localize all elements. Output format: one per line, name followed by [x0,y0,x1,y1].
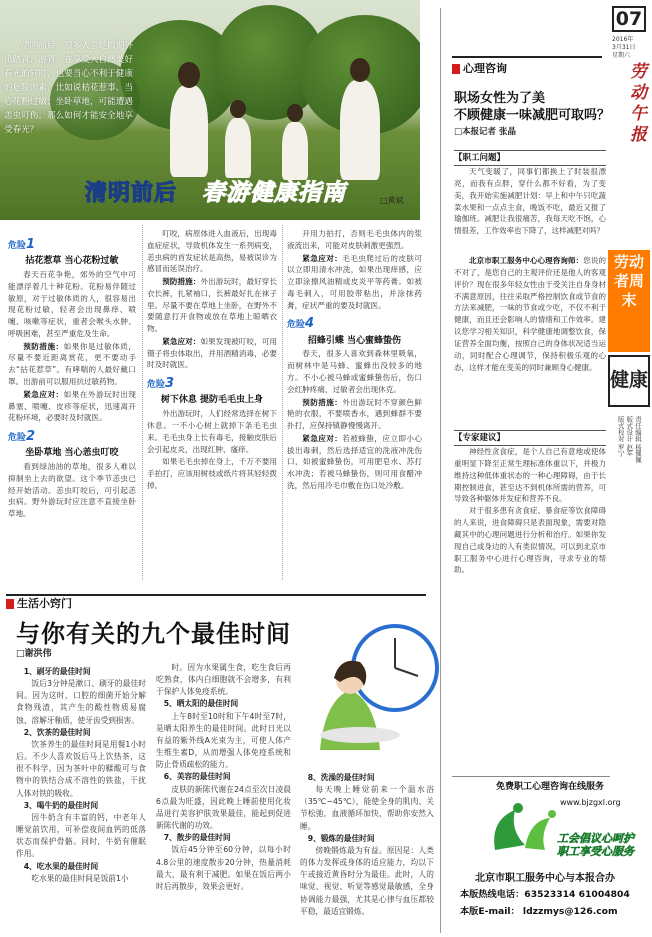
tip-text: 饭后45分钟至60分钟，以每小时4.8公里的速度散步20分钟，热量消耗最大，最有利于减肥。如果在饭后两小时后再散步，效果会更好。 [156,845,291,891]
tip-text: 时。因为水果属生食，吃生食后再吃熟食，体内白细胞就不会增多，有利于保护人体免疫系统。 [156,663,291,697]
danger-1-subtitle: 拈花惹草 当心花粉过敏 [25,256,119,267]
banner-title-b: 春游健康指南 [202,180,346,206]
tip-text: 饮茶养生的最佳时间是用餐1小时后。不少人喜欢饭后马上饮热茶，这很不科学。因为茶叶中的鞣酸可与食物中的铁结合成不溶性的铁盐，干扰人体对铁的吸收。 [16,739,146,798]
danger-2-subtitle: 坐卧草地 当心恙虫叮咬 [25,448,119,459]
answer-text: 北京市职工服务中心心理咨询师：您说的不对了，是您自己的主观评价还是他人的客观评价？现在很多年轻女性由于受关注自身身材不满意原因，往往采取严格控制饮食或节食的方法来减肥，一味的节食或少吃，不仅不利于健康，而且还会影响人的情绪和工作效率。建议您学习相关知识，科学健康地调整饮食，保证营养全面均衡，按照自己的身体状况适当运动，同时配合心理调节，保持积极乐观的心态，这样才能在变美的同时兼顾身心健康。 [454,256,607,372]
life-tips-title: 与你有关的九个最佳时间 [16,619,291,648]
tip-text: 傍晚锻炼最为有益。原因是：人类的体力发挥或身体的适应能力，均以下午或接近黄昏时分为最佳。此时，人的味觉、视觉、听觉等感觉最敏感，全身协调能力最强，尤其是心律与血压都较平稳，最适宜锻炼。 [300,845,434,916]
clock-woman-illustration [300,620,440,765]
danger-4-tag: 危险4 [287,316,315,332]
tip-heading: 1、刷牙的最佳时间 [23,667,91,676]
tip-heading: 5、晒太阳的最佳时间 [163,699,239,709]
co-organizer: 北京市职工服务中心与本报合办 [475,873,615,884]
paragraph: 预防措施：如果你是过敏体质，尽量不要近距离赏花，更不要动手去“拈花惹草”。有哮喘的人最好戴口罩。出游前可以服用抗过敏药物。 [8,341,136,386]
tip-heading: 8、洗澡的最佳时间 [307,773,375,782]
tip-text: 因牛奶含有丰富的钙，中老年人睡觉前饮用，可补偿夜间血钙的低落状态而保护骨骼。同时，牛奶有催眠作用。 [16,812,146,859]
life-column-2 [156,662,291,893]
tip-heading: 2、饮茶的最佳时间 [23,727,91,737]
feature-column-2 [147,228,277,493]
life-tips-author: □谢洪伟 [16,649,52,659]
tip-heading: 6、美容的最佳时间 [163,772,231,782]
feature-banner [85,178,420,212]
psych-header: 心理咨询 [452,56,602,77]
email[interactable]: 本版E-mail： ldzzmys@126.com [460,906,618,917]
paragraph: 预防措施：外出游玩时不穿颜色鲜艳的衣服，不要喷香水，遇到蜂群不要扑打，应保持镇静慢慢离开。 [287,397,422,431]
paragraph: 春天百花争艳，郊外的空气中可能漂浮着几十种花粉。花粉易伴随过敏原，对于过敏体质的人，很容易出现花粉过敏，轻者会出现鼻痒、喷嚏、咳嗽等症状，重者会喉头水肿、呼吸困难，甚至严重危及生命。 [8,270,136,338]
paragraph: 看到绿油油的草地，很多人难以抑制坐上去的欲望。这个季节恙虫已经开始活动。恙虫叮咬后，可引起恙虫病。野外游玩时应注意不直接坐卧草地。 [8,462,136,519]
tip-text: 饭后3分钟是漱口、刷牙的最佳时间。因为这时，口腔的细菌开始分解食物残渣，其产生的酸性物质易腐蚀、溶解牙釉质，使牙齿受到损害。 [16,679,146,725]
paragraph: 预防措施：外出游玩时，最好穿长衣长裤，扎紧袖口，长裤最好扎在袜子里。尽量不要在草地上坐卧，在野外不要随意打开食物或放在草地上晾晒衣物。 [147,277,278,334]
expert-text: 神经性贪食症，是个人自己有意地或使体重明显下降至正常生理标准体重以下，并极力维持这种低体重状态的一种心理障碍，由于长期控制进食，甚至达不到机体所需的营养，可导致各种躯体并发症和营养不良。 对于很多患有贪食症、暴食症等饮食障碍的人来说，进食障碍只是表面现象，需要对隐藏其中的心理问题进行分析和治疗。如果你发现自己或身边的人有类似情况，可以到北京市职工服务中心进行心理咨询，寻求专业的帮助。 [454,447,606,575]
red-square-icon [452,64,460,74]
psych-title: 职场女性为了美 不顾健康一味减肥可取吗？ [454,91,611,124]
tip-heading: 7、散步的最佳时间 [163,833,231,843]
weekly-section-label: 劳动者周末 [608,250,650,352]
question-heading: 【职工问题】 [454,150,606,166]
danger-4-subtitle: 招蜂引蝶 当心蜜蜂蛰伤 [307,335,402,346]
paragraph: 紧急应对：如果发现被叮咬，可用镊子将虫体取出，并用酒精消毒，必要时及时就医。 [147,336,278,370]
issue-date: 2016年 3月31日 星期六 [612,36,636,60]
hotline: 本版热线电话：63523314 61004804 [460,889,630,900]
counseling-url[interactable]: www.bjzgxl.org [560,798,621,807]
danger-2-tag: 危险2 [8,429,36,445]
danger-1-tag: 危险1 [8,237,36,252]
life-tips-header: 生活小窍门 [6,594,426,612]
red-square-icon [6,599,14,609]
paragraph: 外出游玩时，人们经常选择在树下休息。一不小心树上就掉下条毛毛虫来。毛毛虫身上长有毒毛，接触皮肤后会引起皮炎，出现红肿、瘙痒。 [147,409,277,454]
banner-title-a: 清明前后 [85,181,178,206]
masthead: 劳动午报 [626,62,646,146]
free-counseling-label: 免费职工心理咨询在线服务 [496,782,605,792]
paragraph: 紧急应对：毛毛虫爬过后的皮肤可以立即用清水冲洗，如果出现痒感，应立即涂擦风油精或皮炎平等药膏。如被毒毛刺入，可用胶带粘出，并涂抹药膏，症状严重的要及时就医。 [287,253,422,310]
feature-column-3 [287,228,422,493]
tip-text: 吃水果的最佳时间是饭前1小 [31,873,129,883]
question-text: 天气变暖了，同事们都换上了时装很漂亮，而我有点胖，穿什么都不好看，为了变美，我开始实施减肥计划：早上和中午只吃蔬菜水果和一点点主食，晚饭不吃，最近又报了瑜伽班。减肥让我很痛苦，我每天吃不饱，心情很差，工作效率也下降了，这样减肥对吗？ [454,167,606,236]
feature-column-1 [8,232,136,521]
tip-text: 上午8时至10时和下午4时至7时，是晒太阳养生的最佳时间。此时日光以有益的紫外线A光束为主，可使人体产生维生素D，从而增强人体免疫系统和防止骨质疏松的能力。 [156,711,291,770]
tip-heading: 4、吃水果的最佳时间 [23,861,99,871]
psych-author: □本报记者 张晶 [454,127,516,137]
paragraph: 叮咬，病原体进入血液后，出现毒血症症状，导致机体发生一系列病变，恙虫病的首发症状是高热，易被误诊为感冒而延误治疗。 [147,229,277,274]
paragraph: 紧急应对：如果在外游玩时出现鼻塞、喷嚏、皮疹等症状，迅速离开花粉环境，必要时及时就医。 [8,389,136,423]
life-column-1 [16,666,146,885]
paragraph: 如果毛毛虫掉在身上，千万不要用手拍打，应该用树枝或纸片将其轻轻拨掉。 [147,457,277,490]
tip-text: 每天晚上睡觉前来一个温水浴（35℃~45℃），能使全身的肌肉、关节松弛，血液循环加快，帮助你安然入睡。 [300,785,434,831]
paragraph: 开用力拍打，否则毛毛虫体内的浆液流出来，可能对皮肤刺激更强烈。 [287,229,422,250]
paragraph: 紧急应对：若被蜂蛰，应立即小心拔出毒刺，然后选择适宜的洗液冲洗伤口，如被蜜蜂蛰伤，可用肥皂水、苏打水冲洗；若被马蜂蛰伤，则可用食醋冲洗，然后用冷毛巾敷在伤口处冷敷。 [287,433,422,490]
health-section-label: 健康 [608,355,650,407]
tip-text: 皮肤的新陈代谢在24点至次日凌晨6点最为旺盛，因此晚上睡前使用化妆品进行美容护肤效果最佳，能起到促进新陈代谢的功效。 [156,784,291,831]
life-column-3 [300,772,434,918]
editor-credits: 责任编辑 杨佩佩 版式设计 赵军 版式校对 罗宁 [616,416,642,463]
expert-heading: 【专家建议】 [454,430,606,446]
feature-intro: 清明前后，很多人会趁假期外出踏青、游青。在享受大自然美好春光的同时，也要当心不利于健康的危险因素，比如说桔花惹事、当心花粉过敏；坐卧草地，可能遭遇恙虫叮伤。那么如何才能安全地享受春光？ [4,41,133,135]
danger-3-tag: 危险3 [147,376,175,392]
tip-heading: 9、锻炼的最佳时间 [307,833,375,843]
danger-3-subtitle: 树下休息 提防毛毛虫上身 [160,395,264,406]
paragraph: 春天，很多人喜欢到森林里吸氧，而树林中是马蜂、蜜蜂出没较多的地方。不小心被马蜂或蜜蜂蛰伤后，伤口会红肿疼痛，过敏者会出现休克。 [287,349,422,394]
service-slogan: 工会倡议心呵护 职工享受心服务 [557,832,634,858]
page-number: 07 [612,6,646,32]
tip-heading: 3、喝牛奶的最佳时间 [23,800,99,810]
feature-author: □黄斌 [380,196,404,205]
